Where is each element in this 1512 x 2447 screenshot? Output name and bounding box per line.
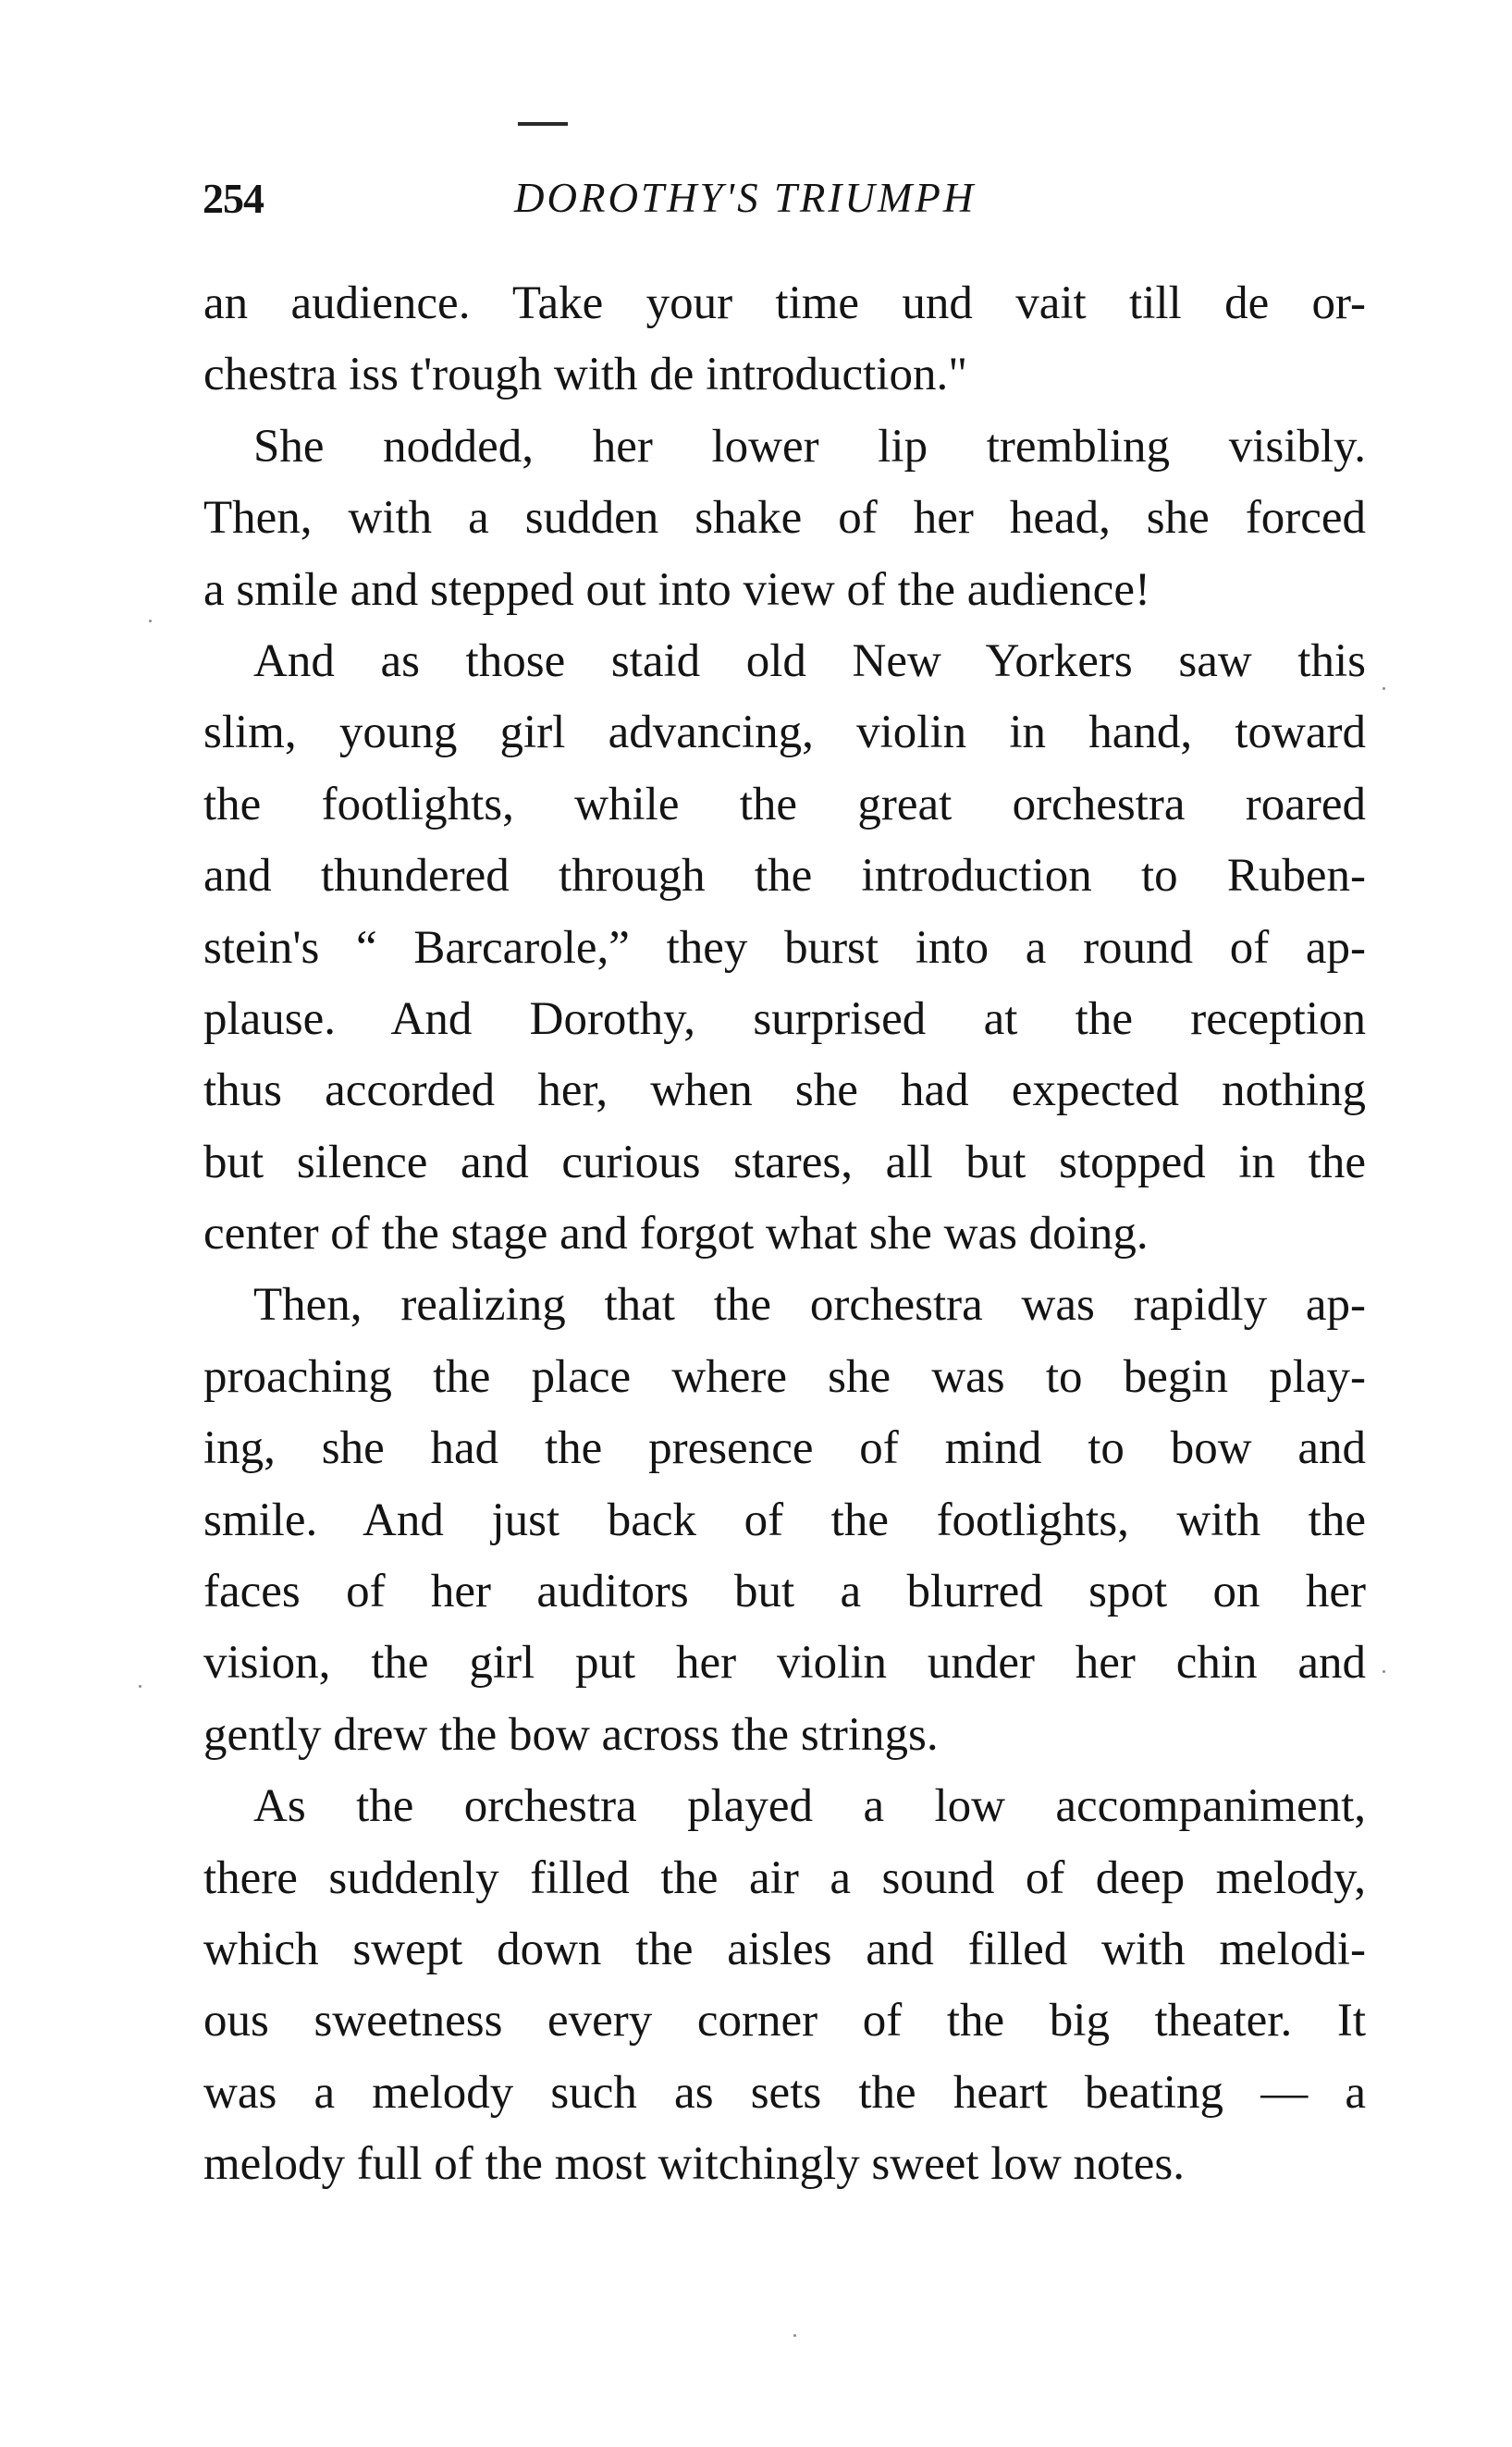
text-line: faces of her auditors but a blurred spot on her — [203, 1566, 1366, 1618]
text-line: center of the stage and forgot what she was doing. — [203, 1208, 1149, 1260]
text-line: She nodded, her lower lip trembling visibly. — [253, 420, 1366, 473]
top-rule — [518, 122, 568, 126]
text-line: plause. And Dorothy, surprised at the reception — [203, 992, 1366, 1045]
text-line: As the orchestra played a low accompaniment, — [253, 1780, 1366, 1833]
text-line: Then, realizing that the orchestra was rapidly ap- — [253, 1279, 1366, 1332]
paper-speck — [149, 620, 152, 622]
text-line: And as those staid old New Yorkers saw this — [253, 634, 1366, 687]
text-line: slim, young girl advancing, violin in hand, toward — [203, 707, 1366, 759]
text-line: ous sweetness every corner of the big theater. It — [203, 1995, 1366, 2047]
text-line: an audience. Take your time und vait till de or- — [203, 277, 1366, 329]
text-line: chestra iss t'rough with de introduction." — [203, 349, 968, 401]
page-number: 254 — [203, 175, 264, 222]
text-line: which swept down the aisles and filled with melodi- — [203, 1923, 1366, 1975]
text-line: the footlights, while the great orchestra roared — [203, 778, 1366, 830]
body-text — [203, 268, 1366, 2201]
paper-speck — [1383, 1670, 1385, 1673]
running-title: DOROTHY'S TRIUMPH — [514, 175, 977, 221]
text-line: stein's “ Barcarole,” they burst into a round of ap- — [203, 921, 1366, 974]
text-line: proaching the place where she was to begin play- — [203, 1350, 1366, 1403]
text-line: gently drew the bow across the strings. — [203, 1708, 939, 1761]
text-line: Then, with a sudden shake of her head, she forced — [203, 492, 1366, 545]
paper-speck — [139, 1685, 141, 1688]
text-line: ing, she had the presence of mind to bow and — [203, 1422, 1366, 1475]
text-line: vision, the girl put her violin under her chin and — [203, 1637, 1366, 1690]
text-line: thus accorded her, when she had expected nothing — [203, 1064, 1366, 1117]
text-line: a smile and stepped out into view of the audience! — [203, 563, 1150, 616]
text-line: but silence and curious stares, all but stopped in the — [203, 1136, 1366, 1188]
text-line: melody full of the most witchingly sweet low notes. — [203, 2138, 1185, 2191]
text-line: there suddenly filled the air a sound of deep melody, — [203, 1851, 1366, 1904]
text-line: was a melody such as sets the heart beating — a — [203, 2066, 1366, 2119]
paper-speck — [1383, 687, 1385, 690]
text-line: and thundered through the introduction to Ruben- — [203, 850, 1366, 903]
paper-speck — [793, 2334, 796, 2337]
text-line: smile. And just back of the footlights, with the — [203, 1494, 1366, 1546]
